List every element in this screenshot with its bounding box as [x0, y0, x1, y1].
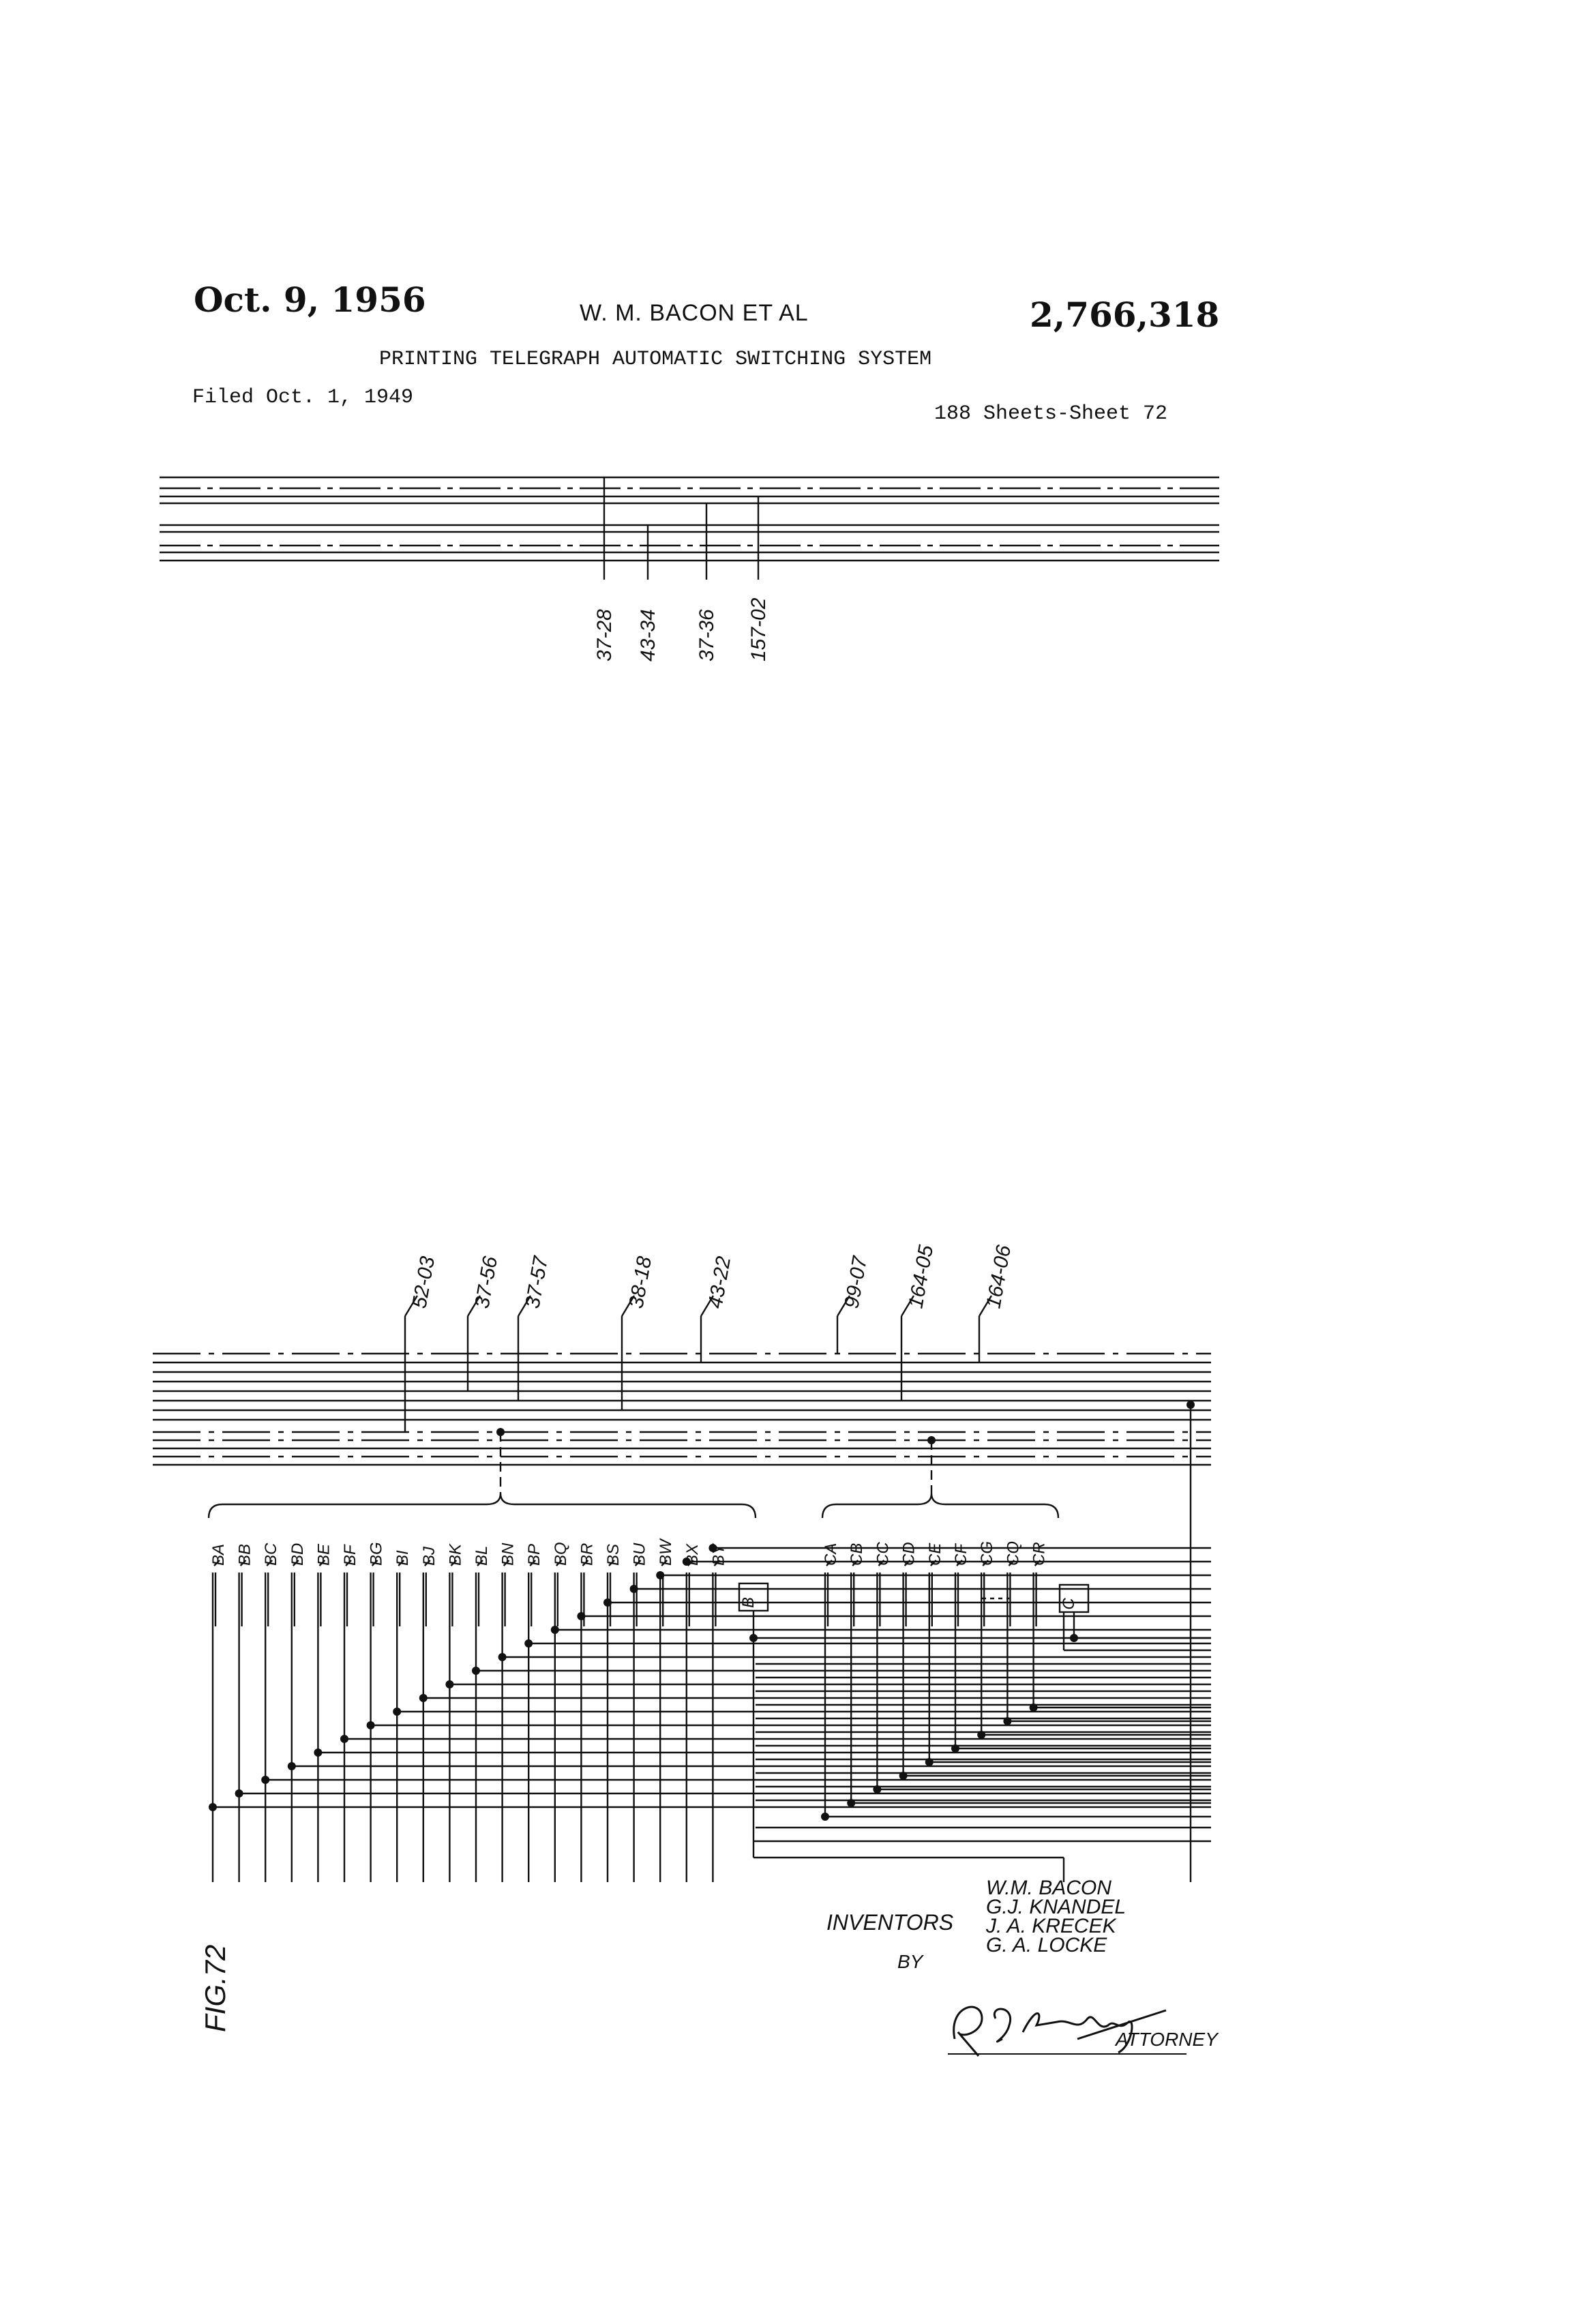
middle-cable-ref-label: 164-05: [904, 1243, 938, 1311]
b-contact-label: BR: [578, 1543, 597, 1566]
c-contact-junction: [873, 1785, 881, 1793]
signature-text: R.C. Terry: [959, 2029, 972, 2033]
b-contact-label: BS: [604, 1543, 623, 1566]
c-contact-label: CA: [822, 1543, 840, 1566]
middle-cable-ref-label: 52-03: [408, 1254, 440, 1311]
b-contact-junction: [472, 1667, 480, 1675]
b-contact-label: BK: [446, 1543, 465, 1566]
middle-cable-ref-label: 164-06: [982, 1243, 1016, 1311]
b-contact-junction: [340, 1735, 348, 1743]
patent-date: Oct. 9, 1956: [194, 280, 426, 320]
filing-date: Filed Oct. 1, 1949: [192, 386, 414, 409]
figure-label: FIG.72: [199, 1944, 231, 2032]
relay-b-junction: [749, 1634, 758, 1642]
b-contact-label: BF: [341, 1545, 359, 1566]
c-contact-junction: [977, 1731, 985, 1739]
b-contact-label: BX: [683, 1543, 702, 1566]
c-contact-junction: [899, 1772, 908, 1780]
attorney-label: ATTORNEY: [1116, 2029, 1218, 2050]
cable-junction-dot: [927, 1436, 936, 1444]
c-contact-label: CB: [848, 1543, 867, 1566]
by-label: BY: [897, 1951, 923, 1972]
sheet-number: 188 Sheets-Sheet 72: [934, 402, 1168, 426]
b-contact-label: BB: [235, 1543, 254, 1566]
b-contact-junction: [393, 1708, 401, 1716]
b-contact-label: BN: [498, 1543, 518, 1566]
c-contact-label: CR: [1030, 1542, 1049, 1566]
c-contact-label: CQ: [1004, 1541, 1023, 1566]
c-contact-junction: [821, 1813, 829, 1821]
b-contact-junction: [551, 1626, 559, 1634]
c-contact-label: CD: [899, 1542, 919, 1566]
b-contact-label: BW: [657, 1539, 676, 1566]
b-contact-junction: [288, 1762, 296, 1770]
b-contact-junction: [235, 1789, 243, 1798]
middle-cable-ref-label: 37-56: [471, 1254, 503, 1311]
inventor-name: G.J. KNANDEL: [986, 1896, 1126, 1918]
b-contact-junction: [314, 1748, 322, 1757]
b-contact-label: BE: [314, 1543, 333, 1566]
patent-title: PRINTING TELEGRAPH AUTOMATIC SWITCHING SYSTEM: [379, 348, 932, 371]
c-contact-label: CF: [952, 1544, 970, 1566]
attorney-signature: [941, 1991, 1200, 2066]
cable-junction-dot: [1186, 1401, 1195, 1409]
upper-cable-ref-label: 37-36: [696, 609, 718, 661]
upper-cable-ref-label: 43-34: [637, 609, 659, 661]
upper-cable-ref-label: 157-02: [747, 597, 770, 661]
b-contact-junction: [577, 1612, 585, 1620]
c-contact-label: CE: [925, 1543, 944, 1566]
inventors-heading: W. M. BACON ET AL: [580, 300, 809, 326]
relay-c-junction: [1070, 1634, 1078, 1642]
inventor-name: J. A. KRECEK: [986, 1915, 1116, 1937]
b-contact-label: BI: [393, 1550, 413, 1566]
b-contact-junction: [445, 1680, 453, 1688]
b-contact-label: BU: [630, 1543, 649, 1566]
cable-junction-dot: [496, 1428, 505, 1436]
c-group-brace: [822, 1493, 1058, 1518]
b-contact-junction: [656, 1571, 664, 1579]
patent-number: 2,766,318: [1030, 295, 1220, 335]
c-contact-label: CC: [874, 1542, 893, 1566]
b-contact-label: BD: [288, 1543, 307, 1566]
inventor-name: W.M. BACON: [986, 1877, 1111, 1899]
relay-c-label: C: [1060, 1598, 1078, 1610]
c-contact-junction: [925, 1758, 934, 1766]
b-contact-label: BY: [709, 1543, 728, 1566]
middle-cable-ref-label: 99-07: [840, 1254, 872, 1311]
b-contact-junction: [524, 1639, 533, 1648]
b-contact-junction: [261, 1776, 269, 1784]
b-contact-label: BC: [262, 1543, 281, 1566]
c-contact-junction: [1003, 1717, 1011, 1725]
c-contact-junction: [951, 1744, 959, 1753]
relay-b-label: B: [739, 1596, 758, 1609]
inventors-label: INVENTORS: [826, 1910, 954, 1935]
b-contact-label: BP: [525, 1543, 544, 1566]
b-contact-junction: [367, 1721, 375, 1729]
b-contact-junction: [630, 1585, 638, 1593]
b-contact-label: BG: [367, 1542, 386, 1566]
c-contact-label: CG: [978, 1541, 997, 1566]
c-contact-junction: [847, 1799, 855, 1807]
middle-cable-ref-label: 37-57: [521, 1254, 553, 1311]
b-contact-label: BJ: [419, 1546, 438, 1566]
middle-cable-ref-label: 43-22: [704, 1254, 736, 1311]
b-contact-label: BL: [473, 1545, 491, 1566]
middle-cable-ref-label: 38-18: [625, 1254, 657, 1311]
b-group-brace: [209, 1493, 756, 1518]
b-contact-junction: [419, 1694, 428, 1702]
upper-cable-ref-label: 37-28: [593, 609, 616, 661]
b-contact-junction: [498, 1653, 507, 1661]
c-contact-junction: [1030, 1703, 1038, 1712]
b-contact-junction: [209, 1803, 217, 1811]
b-contact-junction: [603, 1598, 612, 1607]
inventor-name: G. A. LOCKE: [986, 1934, 1107, 1956]
b-contact-label: BQ: [551, 1542, 570, 1566]
b-contact-label: BA: [209, 1543, 228, 1566]
